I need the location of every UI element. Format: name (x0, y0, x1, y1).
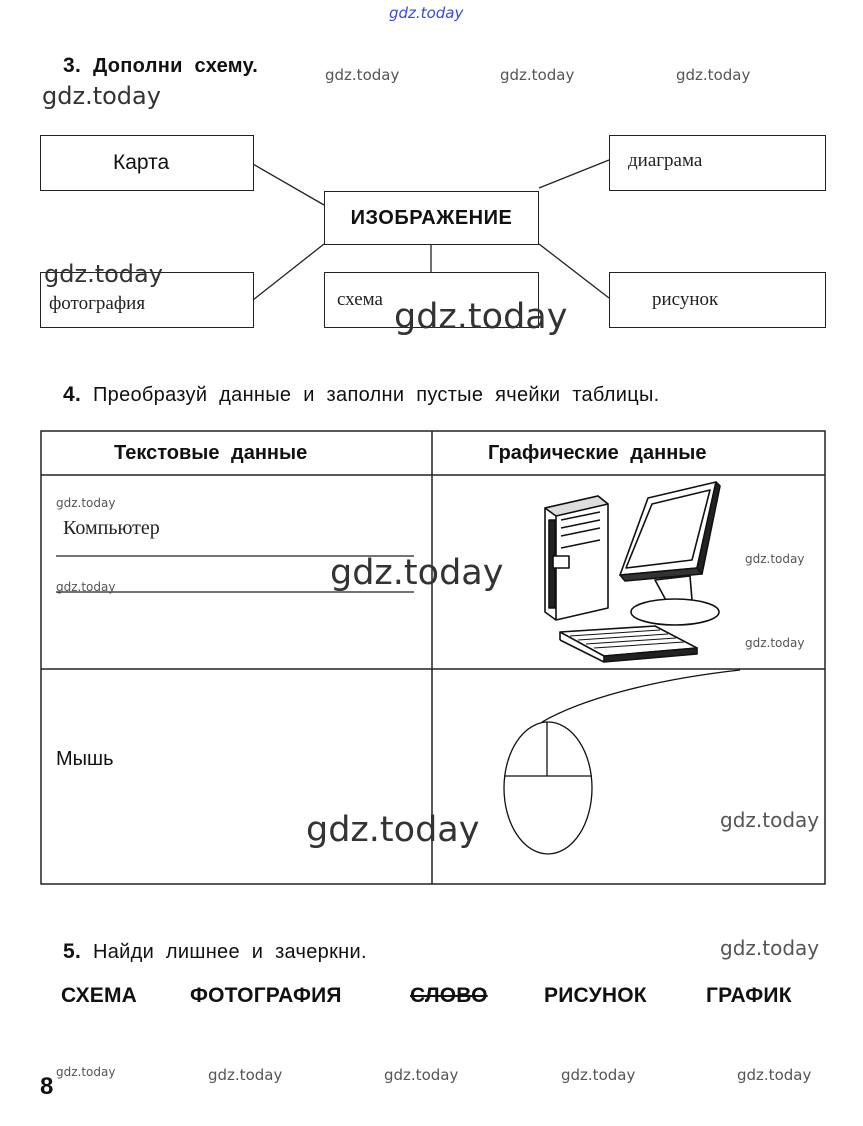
watermark: gdz.today (325, 66, 400, 84)
watermark: gdz.today (330, 553, 504, 593)
exercise-5-heading (63, 940, 367, 964)
scheme-box-label: фотография (49, 293, 146, 314)
watermark: gdz.today (384, 1066, 459, 1084)
watermark: gdz.today (561, 1066, 636, 1084)
watermark: gdz.today (720, 936, 820, 960)
watermark: gdz.today (42, 82, 161, 110)
watermark: gdz.today (720, 808, 820, 832)
watermark: gdz.today (676, 66, 751, 84)
watermark: gdz.today (745, 552, 805, 566)
column-header-text: Текстовые данные (114, 442, 308, 464)
watermark: gdz.today (745, 636, 805, 650)
word-option: СХЕМА (61, 984, 138, 1007)
watermark: gdz.today (208, 1066, 283, 1084)
row2-text: Мышь (56, 748, 114, 770)
exercise-5-number: 5. (63, 940, 82, 963)
watermark: gdz.today (56, 580, 116, 594)
watermark: gdz.today (56, 496, 116, 510)
exercise-3-number: 3. (63, 54, 82, 77)
scheme-box-label: диаграма (628, 150, 703, 171)
scheme-box-label: рисунок (652, 289, 719, 310)
scheme-center-label: ИЗОБРАЖЕНИЕ (350, 206, 513, 229)
word-option: ФОТОГРАФИЯ (190, 984, 342, 1007)
watermark: gdz.today (44, 260, 163, 288)
scheme-box-label: схема (337, 289, 383, 310)
exercise-3-instruction: Дополни схему. (92, 55, 259, 77)
exercise-5-instruction: Найди лишнее и зачеркни. (92, 941, 367, 963)
page-number: 8 (40, 1073, 54, 1100)
word-option-crossed-out: СЛОВО (410, 984, 488, 1007)
watermark: gdz.today (394, 297, 568, 337)
row1-text-answer: Компьютер (63, 517, 160, 539)
exercise-4-instruction: Преобразуй данные и заполни пустые ячейки таблицы. (92, 384, 660, 406)
scheme-box-label: Карта (113, 151, 170, 174)
watermark: gdz.today (737, 1066, 812, 1084)
top-watermark: gdz.today (389, 4, 464, 22)
column-header-graphic: Графические данные (488, 442, 707, 464)
watermark: gdz.today (306, 810, 480, 850)
word-option: РИСУНОК (544, 984, 647, 1007)
word-option: ГРАФИК (706, 984, 792, 1007)
watermark: gdz.today (56, 1065, 116, 1079)
watermark: gdz.today (500, 66, 575, 84)
exercise-4-number: 4. (63, 383, 82, 406)
